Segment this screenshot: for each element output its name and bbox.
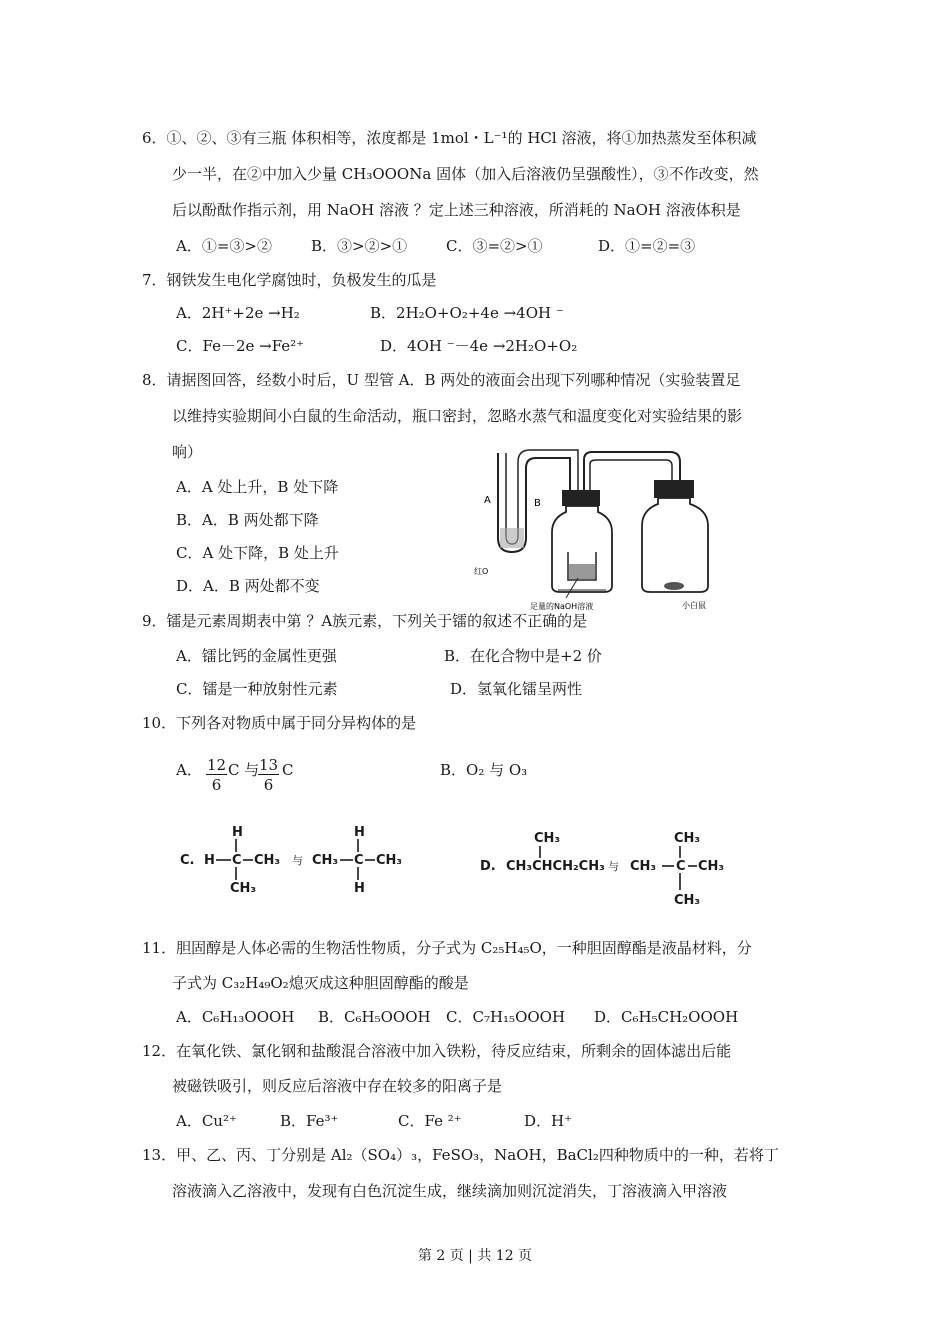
- q10-atomic-1: 6: [211, 776, 222, 794]
- q10c-ch3-4: CH₃: [376, 853, 403, 868]
- q10c-label: C.: [180, 853, 195, 868]
- q10c-h-4: H: [354, 881, 365, 896]
- q8-option-c: C．A 处下降，B 处上升: [176, 544, 339, 562]
- q10-nuclide-1: [206, 756, 227, 795]
- q8-line1: 8．请据图回答，经数小时后，U 型管 A．B 两处的液面会出现下列哪种情况（实验装置足: [142, 371, 741, 389]
- q6-option-d: D．①=②=③: [598, 237, 696, 255]
- q9-stem: 9．镭是元素周期表中第 ？A族元素，下列关于镭的叙述不正确的是: [142, 612, 588, 630]
- q7-option-c: C．Fe－2e →Fe²⁺: [176, 337, 305, 355]
- q10-mass-1: 12: [207, 756, 227, 774]
- q9-option-c: C．镭是一种放射性元素: [176, 680, 338, 698]
- q10d-ch3-2: CH₃: [630, 859, 657, 874]
- q10-option-c-structures: [176, 820, 416, 900]
- q12-option-c: C．Fe ²⁺: [398, 1112, 462, 1130]
- q8-option-d: D．A．B 两处都不变: [176, 577, 320, 595]
- bottle-1: [552, 506, 612, 592]
- q10d-ch3-1: CH₃: [674, 831, 701, 846]
- q11-line1: 11．胆固醇是人体必需的生物活性物质，分子式为 C₂₅H₄₅O，一种胆固醇酯是液晶材料，分: [142, 939, 752, 957]
- q11-option-a: A．C₆H₁₃OOOH: [176, 1008, 295, 1026]
- q12-option-a: A．Cu²⁺: [176, 1112, 237, 1130]
- label-b: B: [534, 498, 541, 509]
- q10-option-a-end: C: [282, 761, 294, 779]
- q11-option-b: B．C₆H₅OOOH: [318, 1008, 431, 1026]
- q6-line1: 6．①、②、③有三瓶 体积相等，浓度都是 1mol・L⁻¹的 HCl 溶液，将①加热蒸发至体积减: [142, 129, 757, 147]
- q8-line2: 以维持实验期间小白鼠的生命活动，瓶口密封，忽略水蒸气和温度变化对实验结果的影: [172, 407, 743, 425]
- q8-apparatus-figure: [470, 448, 740, 613]
- q8-line3: 响）: [172, 443, 203, 461]
- q10d-yu: 与: [608, 860, 619, 873]
- q10-option-d-structures: [478, 820, 738, 915]
- q11-option-d: D．C₆H₅CH₂OOOH: [594, 1008, 739, 1026]
- q10d-ch3-3: CH₃: [698, 859, 725, 874]
- bottle-2: [642, 498, 708, 592]
- q9-option-a: A．镭比钙的金属性更强: [176, 647, 337, 665]
- q10c-c-1: C: [232, 853, 242, 868]
- label-a: A: [484, 495, 491, 506]
- q10c-yu: 与: [292, 854, 303, 867]
- q11-line2: 子式为 C₃₂H₄₉O₂熄灭成这种胆固醇酯的酸是: [172, 974, 469, 992]
- q10c-h-2: H: [204, 853, 215, 868]
- q7-stem: 7．钢铁发生电化学腐蚀时，负极发生的瓜是: [142, 271, 437, 289]
- q10-stem: 10．下列各对物质中属于同分异构体的是: [142, 714, 417, 732]
- q10d-left-chain: CH₃CHCH₂CH₃: [506, 859, 605, 874]
- q13-line1: 13．甲、乙、丙、丁分别是 Al₂（SO₄）₃，FeSO₃，NaOH，BaCl₂四种物质中的一种，若将丁: [142, 1146, 779, 1164]
- q12-line1: 12．在氧化铁、氯化钢和盐酸混合溶液中加入铁粉，待反应结束，所剩余的固体滤出后能: [142, 1042, 732, 1060]
- label-mouse: 小白鼠: [682, 601, 706, 610]
- q6-line3: 后以酚酞作指示剂，用 NaOH 溶液 ？定上述三种溶液，所消耗的 NaOH 溶液体积是: [172, 201, 741, 219]
- q8-option-a: A．A 处上升，B 处下降: [176, 478, 339, 496]
- q8-option-b: B．A．B 两处都下降: [176, 511, 319, 529]
- q10c-h-1: H: [232, 825, 243, 840]
- q6-option-a: A．①=③>②: [176, 237, 272, 255]
- q10-option-b: B．O₂ 与 O₃: [440, 761, 528, 779]
- q10-option-a-prefix: A．: [176, 761, 202, 779]
- q10c-ch3-3: CH₃: [312, 853, 339, 868]
- q11-option-c: C．C₇H₁₅OOOH: [446, 1008, 566, 1026]
- page-footer: 第 2 页 | 共 12 页: [417, 1248, 533, 1264]
- q9-option-d: D．氢氧化镭呈两性: [450, 680, 583, 698]
- q12-line2: 被磁铁吸引，则反应后溶液中存在较多的阳离子是: [172, 1077, 503, 1095]
- mouse-icon: [664, 582, 684, 590]
- label-naoh: 足量的NaOH溶液: [530, 602, 594, 611]
- q10d-ch3-4: CH₃: [674, 893, 701, 908]
- q10-nuclide-2: [258, 756, 279, 795]
- q6-option-c: C．③=②>①: [446, 237, 543, 255]
- label-water: 红O: [474, 567, 489, 576]
- q10-atomic-2: 6: [263, 776, 274, 794]
- q10c-c-2: C: [354, 853, 364, 868]
- bottle-2-stopper: [654, 480, 694, 498]
- q10d-label: D.: [480, 859, 496, 874]
- q10c-ch3-2: CH₃: [230, 881, 257, 896]
- q10c-h-3: H: [354, 825, 365, 840]
- q13-line2: 溶液滴入乙溶液中，发现有白色沉淀生成，继续滴加则沉淀消失，丁溶液滴入甲溶液: [172, 1182, 728, 1200]
- q12-option-d: D．H⁺: [524, 1112, 573, 1130]
- q10-option-a-mid: C 与: [228, 761, 260, 779]
- q7-option-b: B．2H₂O+O₂+4e →4OH ⁻: [370, 304, 564, 322]
- q6-option-b: B．③>②>①: [311, 237, 408, 255]
- q10d-c: C: [676, 859, 686, 874]
- q9-option-b: B．在化合物中是+2 价: [444, 647, 602, 665]
- q7-option-d: D．4OH ⁻－4e →2H₂O+O₂: [380, 337, 578, 355]
- q7-option-a: A．2H⁺+2e →H₂: [176, 304, 300, 322]
- q10c-ch3-1: CH₃: [254, 853, 281, 868]
- q10d-ch3-top: CH₃: [534, 831, 561, 846]
- bottle-1-stopper: [562, 490, 600, 506]
- q6-line2: 少一半，在②中加入少量 CH₃OOONa 固体（加入后溶液仍呈强酸性），③不作改变，然: [172, 165, 759, 183]
- q12-option-b: B．Fe³⁺: [280, 1112, 339, 1130]
- q10-mass-2: 13: [259, 756, 279, 774]
